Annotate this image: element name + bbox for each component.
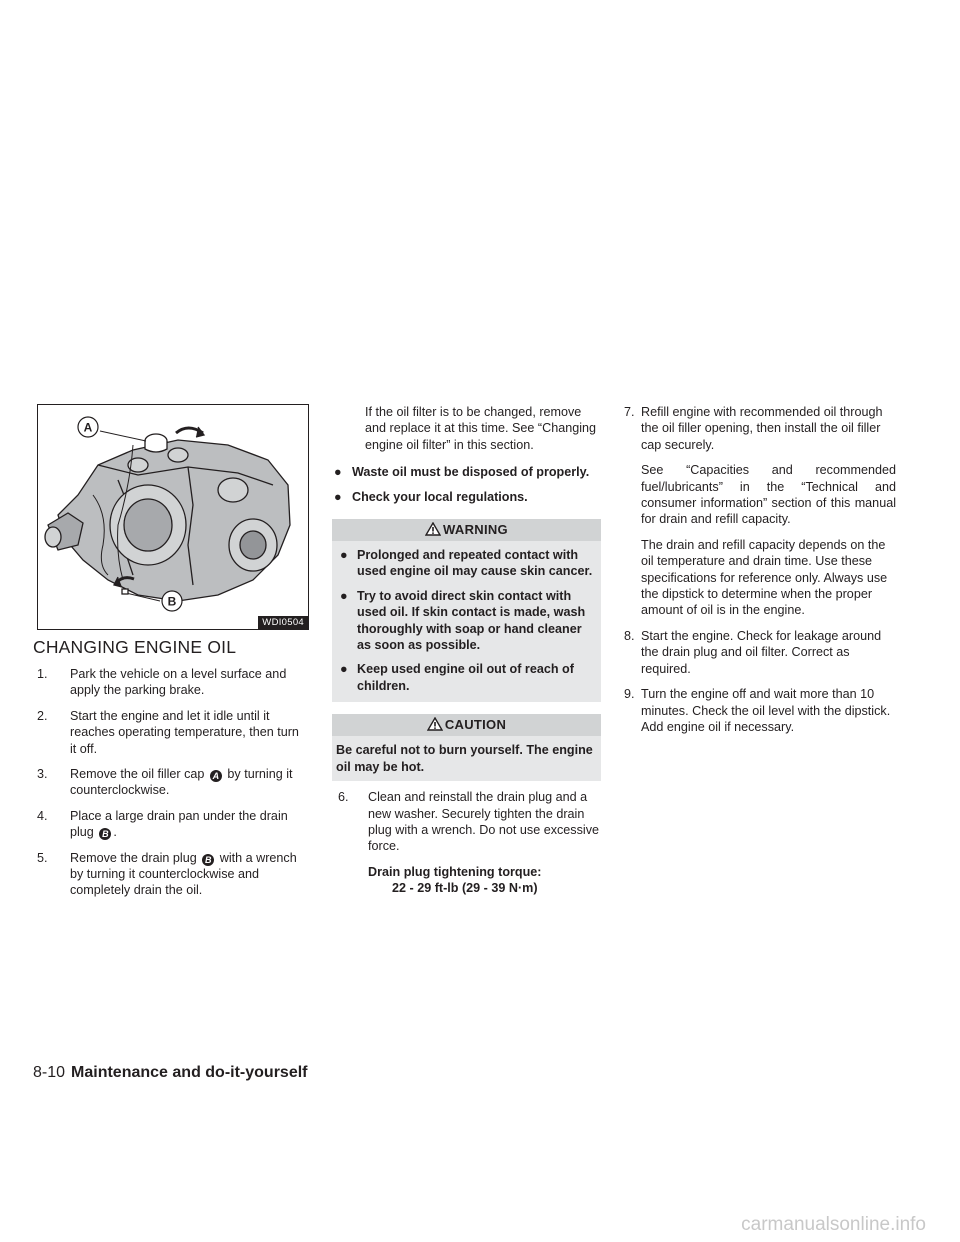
step-8 — [624, 628, 896, 677]
caution-body — [332, 736, 601, 781]
step-text: Turn the engine off and wait more than 10 minutes. Check the oil level with the dipstick. Add engine oil if necessary. — [641, 687, 891, 734]
step-number: 6. — [338, 790, 349, 805]
middle-column — [332, 404, 601, 897]
step-3 — [37, 766, 307, 799]
marker-b: B — [99, 828, 111, 840]
step-9 — [624, 686, 896, 735]
left-column — [37, 666, 307, 908]
chapter-title: Maintenance and do-it-yourself — [71, 1064, 308, 1081]
warning-item — [338, 547, 595, 580]
caution-title: CAUTION — [444, 717, 507, 733]
step-number: 3. — [37, 767, 48, 782]
warning-body — [332, 541, 601, 702]
marker-b: B — [202, 854, 214, 866]
step-text: by turning it counterclockwise. — [70, 767, 293, 798]
bullet-dot: ● — [340, 588, 348, 603]
step-number: 1. — [37, 667, 48, 681]
engine-illustration — [38, 405, 308, 629]
caution-icon — [427, 717, 443, 731]
warning-item — [338, 588, 595, 654]
step-2 — [37, 708, 307, 757]
continued-text: If the oil filter is to be changed, remove and replace it at this time. See “Changing engine oil filter” in this section. — [365, 405, 597, 452]
marker-a: A — [210, 770, 222, 782]
torque-value: 22 - 29 ft-lb (29 - 39 N·m) — [392, 881, 538, 896]
step-text: Park the vehicle on a level surface and apply the parking brake. — [70, 667, 287, 698]
step-text: with a wrench by turning it counterclockwise and completely drain the oil. — [70, 850, 297, 898]
caution-text: Be careful not to burn yourself. The engine oil may be hot. — [336, 743, 593, 774]
bullet-dot: ● — [340, 548, 348, 563]
step-text: Start the engine and let it idle until it reaches operating temperature, then turn it off. — [70, 708, 299, 756]
page-number: 8-10 — [33, 1064, 66, 1081]
step-text: Remove the oil filler cap — [70, 767, 205, 782]
step-text: Refill engine with recommended oil through the oil filler opening, then install the oil filler cap securely. — [641, 405, 883, 452]
step-number: 5. — [37, 850, 48, 865]
step-number: 2. — [37, 708, 48, 723]
figure-label-a: A — [83, 420, 93, 435]
caution-box — [332, 714, 601, 781]
bullet-dispose — [332, 464, 601, 480]
step-number: 9. — [624, 687, 635, 702]
bullet-dot: ● — [340, 662, 348, 677]
right-column — [624, 404, 896, 744]
warning-text: Try to avoid direct skin contact with used oil. If skin contact is made, wash thoroughly with soap or hand cleaner as soon as possible. — [357, 588, 586, 653]
step-4 — [37, 808, 307, 841]
step-7-reference: See “Capacities and recommended fuel/lubricants” in the “Technical and consumer information” section of this manual for drain and refill capacity. — [641, 463, 896, 527]
step-7-capacity-note: The drain and refill capacity depends on the oil temperature and drain time. Use these specifications for reference only. Always use the dipstick to determine when the proper amount of oil is in the engine. — [641, 537, 888, 618]
section-title: CHANGING ENGINE OIL — [33, 637, 237, 657]
engine-figure — [37, 404, 309, 630]
figure-label-b: B — [167, 594, 177, 609]
bullet-dot: ● — [334, 465, 342, 480]
step-text: Place a large drain pan under the drain plug — [70, 808, 288, 840]
warning-header — [332, 519, 601, 541]
step-1 — [37, 666, 307, 699]
step-text: . — [113, 825, 117, 840]
bullet-dot: ● — [334, 489, 342, 504]
torque-label: Drain plug tightening torque: — [368, 864, 542, 879]
warning-item — [338, 661, 595, 694]
step-text: Start the engine. Check for leakage around the drain plug and oil filter. Correct as required. — [641, 628, 882, 676]
bullet-regulations — [332, 489, 601, 505]
step-6 — [338, 789, 607, 855]
step-text: Clean and reinstall the drain plug and a new washer. Securely tighten the drain plug with a wrench. Do not use excessive force. — [368, 790, 600, 854]
warning-text: Keep used engine oil out of reach of children. — [357, 662, 574, 693]
page-footer — [33, 1064, 308, 1082]
warning-title: WARNING — [443, 522, 508, 538]
figure-code: WDI0504 — [258, 616, 308, 629]
caution-header — [332, 714, 601, 736]
step-text: Remove the drain plug — [70, 850, 197, 865]
step-5 — [37, 850, 307, 899]
warning-text: Prolonged and repeated contact with used engine oil may cause skin cancer. — [357, 548, 593, 579]
step-number: 4. — [37, 808, 48, 823]
warning-box — [332, 519, 601, 702]
bullet-text: Waste oil must be disposed of properly. — [352, 465, 590, 480]
step-number: 8. — [624, 628, 635, 643]
step-7 — [624, 404, 896, 453]
step-number: 7. — [624, 405, 635, 419]
bullet-text: Check your local regulations. — [352, 489, 528, 504]
warning-icon — [425, 522, 441, 536]
watermark: carmanualsonline.info — [741, 1214, 926, 1235]
